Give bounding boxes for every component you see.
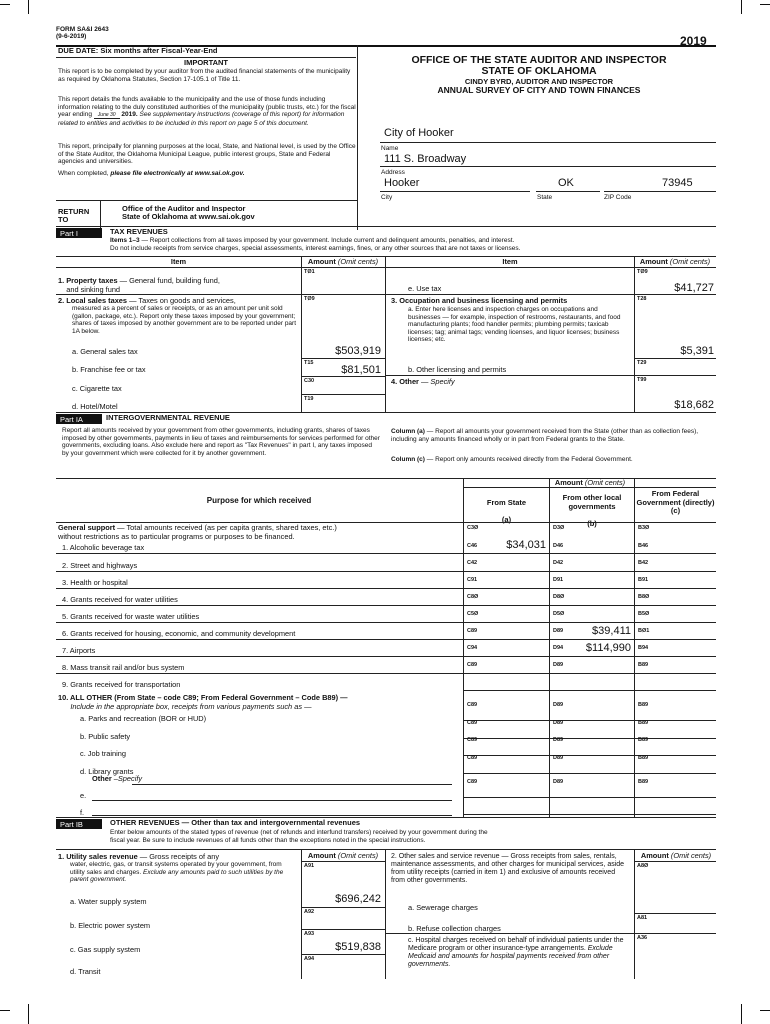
city-field[interactable]: Hooker <box>384 177 420 189</box>
street-address[interactable]: 111 S. Broadway <box>384 153 467 165</box>
col-item-right: Item <box>502 257 518 266</box>
all-other-heading: 10. ALL OTHER (From State – code C89; From Federal Government – Code B89) — Include in the appropriate box, receipts from various payments such as — <box>58 693 348 711</box>
code-a91: A91 <box>304 863 315 869</box>
all-other-row-label: c. Job training <box>80 749 127 758</box>
electric-power: b. Electric power system <box>70 921 151 930</box>
code-col-b: D91 <box>553 577 564 583</box>
column-c-note: Column (c) — Report only amounts received directly from the Federal Government. <box>391 456 633 463</box>
code-a92: A92 <box>304 909 315 915</box>
part-1-tag: Part I <box>56 228 102 238</box>
property-taxes: 1. Property taxes — General fund, building fund, and sinking fund <box>58 276 220 294</box>
survey-title: ANNUAL SURVEY OF CITY AND TOWN FINANCES <box>437 85 641 95</box>
intergov-row-label: 2. Street and highways <box>62 561 138 570</box>
row-divider <box>463 690 716 691</box>
intro-paragraph-2: This report details the funds available to the municipality and the use of those funds including information relating to the duly constituted authorities of the municipality (public trusts, etc.) for the fiscal year ending June 30 2019. See supplementary instructions (coverage of this report) for information related to entities and activities to be included in this report on page 5 of this document. <box>58 96 356 127</box>
code-t09: TØ9 <box>304 296 315 302</box>
intergov-row-label: 9. Grants received for transportation <box>62 680 181 689</box>
column-a-note: Column (a) — Report all amounts your government received from the State (other than as collection fees), including any amounts financed wholly or in part from Federal grants to the State. <box>391 428 699 443</box>
code-col-c: B42 <box>638 560 649 566</box>
code-t99: T99 <box>637 377 647 383</box>
zip-label: ZIP Code <box>604 194 632 201</box>
code-col-a: C89 <box>467 779 478 785</box>
form-year: 2019 <box>680 34 707 48</box>
col-c-head: From Federal Government (directly) (c) <box>636 489 715 515</box>
code-col-a: C89 <box>467 702 478 708</box>
code-col-c: B3Ø <box>638 525 650 531</box>
city-label: City <box>381 194 393 201</box>
local-sales-taxes: 2. Local sales taxes — Taxes on goods and services, <box>58 296 236 305</box>
intergov-row-label: 8. Mass transit rail and/or bus system <box>62 663 185 672</box>
code-col-a: C91 <box>467 577 478 583</box>
crop-mark <box>760 4 770 5</box>
purpose-heading: Purpose for which received <box>206 496 312 505</box>
code-a94: A94 <box>304 956 315 962</box>
code-t29: T29 <box>637 360 647 366</box>
row-divider <box>56 622 716 623</box>
part-1b-title: OTHER REVENUES — Other than tax and intergovernmental revenues <box>110 818 361 827</box>
row-divider <box>56 656 716 657</box>
return-website: State of Oklahoma at www.sai.ok.gov <box>122 212 255 221</box>
code-col-b: D8Ø <box>553 594 565 600</box>
row-divider <box>463 738 716 739</box>
part-1a-intro: Report all amounts received by your government from other governments, including grants, shares of taxes imposed by other governments, payments in lieu of taxes and reimbursements for services performed for other governments, excluding loans. Also exclude here and report as "Tax Revenues" in part I, any taxes imposed by your government which were collected for it by another government. <box>62 427 380 457</box>
hospital-charges: c. Hospital charges received on behalf of individual patients under the Medicare program or other insurance-type arrangements. Exclude Medicaid and amounts for hospital payments received from other governments. <box>408 937 624 968</box>
form-rev: (9-6-2019) <box>56 33 87 40</box>
code-col-c: B94 <box>638 645 649 651</box>
other-specify: Other –Specify <box>92 774 143 783</box>
code-col-a: C3Ø <box>467 525 479 531</box>
row-divider <box>463 773 716 774</box>
row-divider <box>463 755 716 756</box>
specify-line[interactable] <box>132 784 452 785</box>
important-heading: IMPORTANT <box>183 58 229 67</box>
transit: d. Transit <box>70 967 101 976</box>
code-col-b: D89 <box>553 779 564 785</box>
code-col-a: C46 <box>467 543 478 549</box>
office-title: OFFICE OF THE STATE AUDITOR AND INSPECTOR <box>411 54 667 66</box>
licenses-note: a. Enter here licenses and inspection charges on occupations and businesses — for example, inspection of restrooms, restaurants, and food manufacturing plants; food handler permits; plumbing permits; taxicab licenses; tag; animal tags; vending licenses, and liquor licenses; business licenses; etc. <box>408 306 621 343</box>
code-col-b: D89 <box>553 720 564 726</box>
franchise-fee-value[interactable]: $81,501 <box>341 364 381 376</box>
row-divider <box>56 571 716 572</box>
row-divider <box>463 720 716 721</box>
address-label: Address <box>381 169 405 176</box>
intergov-row-label: 1. Alcoholic beverage tax <box>62 543 145 552</box>
code-a81: A81 <box>637 915 648 921</box>
part-1a-tag: Part IA <box>56 414 102 424</box>
general-sales-tax: a. General sales tax <box>72 347 138 356</box>
code-col-c: BØ1 <box>638 628 650 634</box>
code-col-b: D46 <box>553 543 564 549</box>
part-1-intro: Items 1–3 — Report collections from all taxes imposed by your government. Include current and delinquent amounts, penalties, and interest. Do not include receipts from service charges, special assessments, interest earnings, fines, or any other sources that are not taxes or licenses. <box>110 237 521 252</box>
licenses-value[interactable]: $5,391 <box>680 345 714 357</box>
code-col-b: D89 <box>553 755 564 761</box>
code-col-c: B89 <box>638 755 649 761</box>
intergov-row-label: 5. Grants received for waste water utilities <box>62 612 200 621</box>
part-1a-title: INTERGOVERNMENTAL REVENUE <box>106 413 230 422</box>
intro-paragraph-4: When completed, please file electronically at www.sai.ok.gov. <box>58 170 245 177</box>
code-col-a: C8Ø <box>467 594 479 600</box>
gas-supply: c. Gas supply system <box>70 945 141 954</box>
code-col-b: D89 <box>553 628 564 634</box>
state-label: State <box>537 194 553 201</box>
other-licensing: b. Other licensing and permits <box>408 365 507 374</box>
code-col-c: B89 <box>638 662 649 668</box>
other-taxes-value[interactable]: $18,682 <box>674 399 714 411</box>
intergov-row-label: 7. Airports <box>62 646 96 655</box>
code-col-a: C89 <box>467 662 478 668</box>
code-col-b: D42 <box>553 560 564 566</box>
part-1b-intro: Enter below amounts of the stated types of revenue (net of refunds and interfund transfers) received by your government during the fiscal year. Be sure to include revenues of all funds other than the exceptions noted in the special instructions. <box>110 829 488 844</box>
code-col-c: B5Ø <box>638 611 650 617</box>
due-date: DUE DATE: Six months after Fiscal-Year-End <box>58 46 218 55</box>
code-col-a: C89 <box>467 628 478 634</box>
occupation-licensing: 3. Occupation and business licensing and permits <box>391 296 568 305</box>
hotel-motel: d. Hotel/Motel <box>72 402 118 411</box>
amount-heading: Amount (Omit cents) <box>554 478 626 487</box>
code-a80: A8Ø <box>637 863 649 869</box>
row-divider <box>463 814 716 815</box>
specify-line[interactable] <box>92 815 452 816</box>
crop-mark <box>741 0 742 14</box>
use-tax: e. Use tax <box>408 284 442 293</box>
intro-paragraph-1: This report is to be completed by your auditor from the audited financial statements of the municipality as required by Oklahoma Statutes, Section 17-105.1 of Title 11. <box>58 68 351 83</box>
col-amount-right: Amount (Omit cents) <box>639 257 711 266</box>
code-col-b: D89 <box>553 662 564 668</box>
zip-field[interactable]: 73945 <box>662 177 693 189</box>
code-col-c: B89 <box>638 702 649 708</box>
code-col-b: D89 <box>553 702 564 708</box>
code-col-b: D3Ø <box>553 525 565 531</box>
all-other-row-label: d. Library grants <box>80 767 134 776</box>
code-col-c: B89 <box>638 737 649 743</box>
water-supply-value[interactable]: $696,242 <box>335 893 381 905</box>
code-col-c: B91 <box>638 577 649 583</box>
intergov-value-b[interactable]: $114,990 <box>585 642 631 654</box>
crop-mark <box>28 0 29 14</box>
utility-sales: 1. Utility sales revenue — Gross receipts of any <box>58 852 220 861</box>
all-other-row-label: e. <box>80 791 87 800</box>
intergov-row-label: 4. Grants received for water utilities <box>62 595 178 604</box>
city-name[interactable]: City of Hooker <box>384 127 454 139</box>
code-t15: T15 <box>304 360 314 366</box>
col-a-head: From State (a) <box>486 498 527 524</box>
intergov-row-label: 6. Grants received for housing, economic, and community development <box>62 629 296 638</box>
code-t28: T28 <box>637 296 647 302</box>
intro-paragraph-3: This report, principally for planning purposes at the local, State, and National level, is used by the Office of the State Auditor, the Oklahoma Municipal League, public interest groups, State and Federal agencies and universities. <box>58 143 356 165</box>
crop-mark <box>0 4 10 5</box>
code-a36: A36 <box>637 935 648 941</box>
code-col-a: C94 <box>467 645 478 651</box>
row-divider <box>463 797 716 798</box>
utility-note: water, electric, gas, or transit systems operated by your government, from utility sales and charges. Exclude any amounts paid to such utilities by the parent government. <box>70 861 284 883</box>
code-t19: T19 <box>304 396 314 402</box>
col-b-head: From other local governments (b) <box>562 493 622 528</box>
cigarette-tax: c. Cigarette tax <box>72 384 122 393</box>
code-col-b: D5Ø <box>553 611 565 617</box>
row-divider <box>56 639 716 640</box>
other-taxes: 4. Other — Specify <box>391 377 455 386</box>
state-field[interactable]: OK <box>558 177 574 189</box>
code-t09-right: TØ9 <box>637 269 648 275</box>
code-col-a: C42 <box>467 560 478 566</box>
amount-head-ib-right: Amount (Omit cents) <box>640 851 712 860</box>
crop-mark <box>0 1010 10 1011</box>
code-col-c: B8Ø <box>638 594 650 600</box>
part-1-title: TAX REVENUES <box>110 227 168 236</box>
code-col-a: C89 <box>467 720 478 726</box>
code-col-a: C89 <box>467 737 478 743</box>
all-other-row-label: b. Public safety <box>80 732 131 741</box>
row-divider <box>56 605 716 606</box>
water-supply: a. Water supply system <box>70 897 147 906</box>
col-item: Item <box>170 257 187 266</box>
other-sales-service: 2. Other sales and service revenue — Gross receipts from sales, rentals, maintenance assessments, and other charges for municipal services, aside from utility receipts (carried in item 1) and exclusive of amounts received from other governments. <box>391 853 625 884</box>
code-col-c: B89 <box>638 779 649 785</box>
intergov-value-a[interactable]: $34,031 <box>506 539 546 551</box>
code-col-c: B46 <box>638 543 649 549</box>
intergov-row-label: 3. Health or hospital <box>62 578 128 587</box>
all-other-row-label: a. Parks and recreation (BOR or HUD) <box>80 714 207 723</box>
code-col-b: D94 <box>553 645 564 651</box>
part-1b-tag: Part IB <box>56 819 102 829</box>
general-support: General support — Total amounts received (as per capita grants, shared taxes, etc.) without restrictions as to particular programs or purposes to be financed. <box>58 523 337 541</box>
all-other-row-label: f. <box>80 808 85 817</box>
auditor-name: CINDY BYRD, AUDITOR AND INSPECTOR <box>464 77 614 86</box>
refuse-collection: b. Refuse collection charges <box>408 924 501 933</box>
name-label: Name <box>381 145 399 152</box>
code-a93: A93 <box>304 931 315 937</box>
specify-line[interactable] <box>92 800 452 801</box>
sewerage-charges: a. Sewerage charges <box>408 903 478 912</box>
code-col-a: C89 <box>467 755 478 761</box>
row-divider <box>56 673 716 674</box>
general-sales-tax-value[interactable]: $503,919 <box>335 345 381 357</box>
code-col-a: C5Ø <box>467 611 479 617</box>
office-state: STATE OF OKLAHOMA <box>481 65 597 77</box>
code-col-b: D89 <box>553 737 564 743</box>
return-office: Office of the Auditor and Inspector <box>122 204 246 213</box>
return-label: RETURN TO <box>58 207 90 224</box>
col-amount: Amount (Omit cents) <box>307 257 379 266</box>
amount-head-ib: Amount (Omit cents) <box>307 851 379 860</box>
crop-mark <box>760 1010 770 1011</box>
sales-tax-note: measured as a percent of sales or receipts, or as an amount per unit sold (gallon, package, etc.). Report only these taxes imposed by your government; shares of taxes imposed by another government are to be reported under part 1A below. <box>72 305 297 335</box>
use-tax-value[interactable]: $41,727 <box>674 282 714 294</box>
form-id: FORM SA&I 2643 <box>56 26 109 33</box>
gas-supply-value[interactable]: $519,838 <box>335 941 381 953</box>
intergov-value-b[interactable]: $39,411 <box>592 625 631 637</box>
code-c30: C30 <box>304 378 315 384</box>
code-t01: TØ1 <box>304 269 315 275</box>
code-col-c: B89 <box>638 720 649 726</box>
crop-mark <box>741 1004 742 1024</box>
franchise-fee: b. Franchise fee or tax <box>72 365 146 374</box>
crop-mark <box>28 1004 29 1024</box>
row-divider <box>56 588 716 589</box>
row-divider <box>56 553 716 554</box>
